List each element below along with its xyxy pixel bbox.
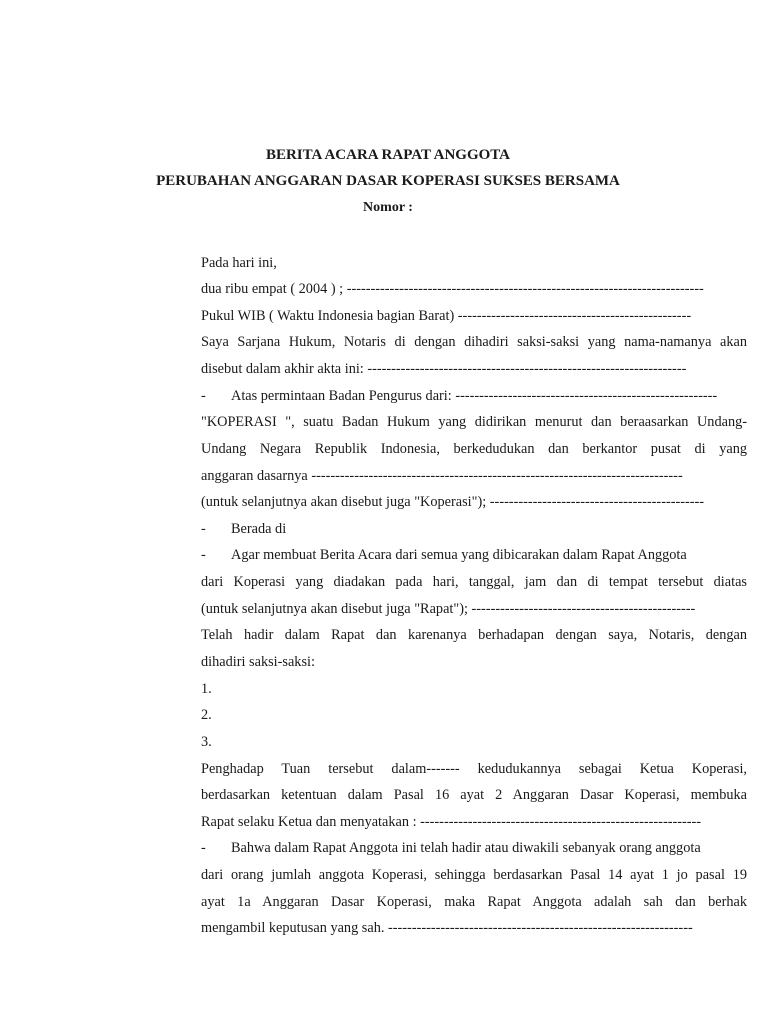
- paragraph-line: Pukul WIB ( Waktu Indonesia bagian Barat) -------------------------------------------------: [201, 308, 692, 324]
- bullet-text: Agar membuat Berita Acara dari semua yang dibicarakan dalam Rapat Anggota: [231, 547, 687, 563]
- paragraph-line: mengambil keputusan yang sah. ----------------------------------------------------------------: [201, 920, 693, 936]
- paragraph-line: anggaran dasarnya ------------------------------------------------------------------------------: [201, 468, 683, 484]
- bullet-text: Atas permintaan Badan Pengurus dari: -------------------------------------------------------: [231, 388, 718, 404]
- paragraph-line: berdasarkan ketentuan dalam Pasal 16 ayat 2 Anggaran Dasar Koperasi, membuka: [201, 787, 747, 803]
- paragraph-line: dari Koperasi yang diadakan pada hari, tanggal, jam dan di tempat tersebut diatas: [201, 574, 747, 590]
- bullet-marker: -: [201, 388, 206, 404]
- bullet-item: [201, 516, 747, 542]
- paragraph-line: Telah hadir dalam Rapat dan karenanya berhadapan dengan saya, Notaris, dengan: [201, 627, 747, 643]
- paragraph-line: (untuk selanjutnya akan disebut juga "Rapat"); -----------------------------------------------: [201, 601, 696, 617]
- bullet-item: [201, 383, 747, 409]
- document-subtitle: PERUBAHAN ANGGARAN DASAR KOPERASI SUKSES BERSAMA: [156, 173, 620, 189]
- paragraph-line: dihadiri saksi-saksi:: [201, 654, 315, 670]
- paragraph-line: dari orang jumlah anggota Koperasi, sehingga berdasarkan Pasal 14 ayat 1 jo pasal 19: [201, 867, 747, 883]
- bullet-item: [201, 835, 747, 861]
- paragraph-line: Pada hari ini,: [201, 255, 277, 271]
- witness-item: 2.: [201, 707, 212, 723]
- document-number-label: Nomor :: [363, 200, 413, 215]
- paragraph-line: (untuk selanjutnya akan disebut juga "Koperasi"); ---------------------------------------------: [201, 494, 705, 510]
- paragraph-line: Saya Sarjana Hukum, Notaris di dengan dihadiri saksi-saksi yang nama-namanya akan: [201, 334, 747, 350]
- paragraph-line: "KOPERASI ", suatu Badan Hukum yang didirikan menurut dan beraasarkan Undang-: [201, 414, 747, 430]
- bullet-marker: -: [201, 521, 206, 537]
- bullet-marker: -: [201, 840, 206, 856]
- bullet-marker: -: [201, 547, 206, 563]
- witness-item: 3.: [201, 734, 212, 750]
- paragraph-line: Penghadap Tuan tersebut dalam------- kedudukannya sebagai Ketua Koperasi,: [201, 761, 747, 777]
- document-title: BERITA ACARA RAPAT ANGGOTA: [265, 147, 511, 163]
- bullet-item: [201, 542, 747, 568]
- paragraph-line: Rapat selaku Ketua dan menyatakan : -----------------------------------------------------------: [201, 814, 702, 830]
- witness-item: 1.: [201, 681, 212, 697]
- bullet-text: Berada di: [231, 521, 287, 537]
- paragraph-line: dua ribu empat ( 2004 ) ; ---------------------------------------------------------------------------: [201, 281, 704, 297]
- paragraph-line: Undang Negara Republik Indonesia, berkedudukan dan berkantor pusat di yang: [201, 441, 747, 457]
- paragraph-line: disebut dalam akhir akta ini: -------------------------------------------------------------------: [201, 361, 687, 377]
- paragraph-line: ayat 1a Anggaran Dasar Koperasi, maka Rapat Anggota adalah sah dan berhak: [201, 894, 747, 910]
- bullet-text: Bahwa dalam Rapat Anggota ini telah hadir atau diwakili sebanyak orang anggota: [231, 840, 701, 856]
